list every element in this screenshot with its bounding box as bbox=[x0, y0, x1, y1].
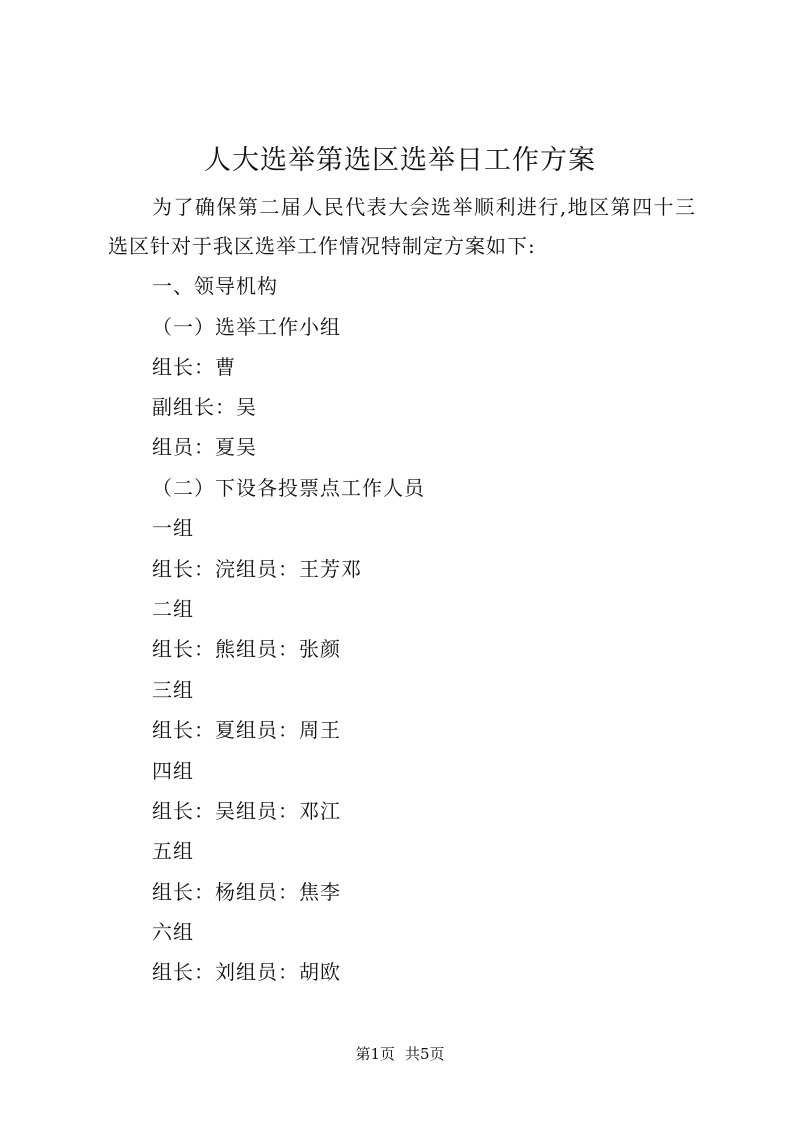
group-heading: 五组 bbox=[152, 839, 194, 863]
leader-line: 组长：曹 bbox=[152, 355, 236, 379]
deputy-leader-line: 副组长：吴 bbox=[152, 395, 257, 419]
group-heading: 三组 bbox=[152, 678, 194, 702]
group-heading: 六组 bbox=[152, 920, 194, 944]
group-staff-line: 组长：吴组员：邓江 bbox=[152, 799, 341, 823]
page-number: 第1页 bbox=[355, 1045, 395, 1063]
group-staff-line: 组长：熊组员：张颜 bbox=[152, 637, 341, 661]
group-staff-line: 组长：杨组员：焦李 bbox=[152, 880, 341, 904]
group-heading: 一组 bbox=[152, 516, 194, 540]
subsection-heading-election-group: （一）选举工作小组 bbox=[152, 315, 341, 339]
group-staff-line: 组长：浣组员：王芳邓 bbox=[152, 557, 362, 581]
page-footer bbox=[0, 1042, 800, 1066]
section-heading-leadership: 一、领导机构 bbox=[152, 274, 278, 298]
member-line: 组员：夏吴 bbox=[152, 435, 257, 459]
subsection-heading-polling-staff: （二）下设各投票点工作人员 bbox=[152, 476, 425, 500]
group-heading: 二组 bbox=[152, 597, 194, 621]
group-staff-line: 组长：夏组员：周王 bbox=[152, 718, 341, 742]
group-heading: 四组 bbox=[152, 759, 194, 783]
document-title: 人大选举第选区选举日工作方案 bbox=[204, 145, 596, 176]
group-staff-line: 组长：刘组员：胡欧 bbox=[152, 960, 341, 984]
intro-paragraph: 为了确保第二届人民代表大会选举顺利进行,地区第四十三选区针对于我区选举工作情况特制定方案如下: bbox=[108, 195, 696, 258]
page-total: 共5页 bbox=[405, 1045, 445, 1063]
